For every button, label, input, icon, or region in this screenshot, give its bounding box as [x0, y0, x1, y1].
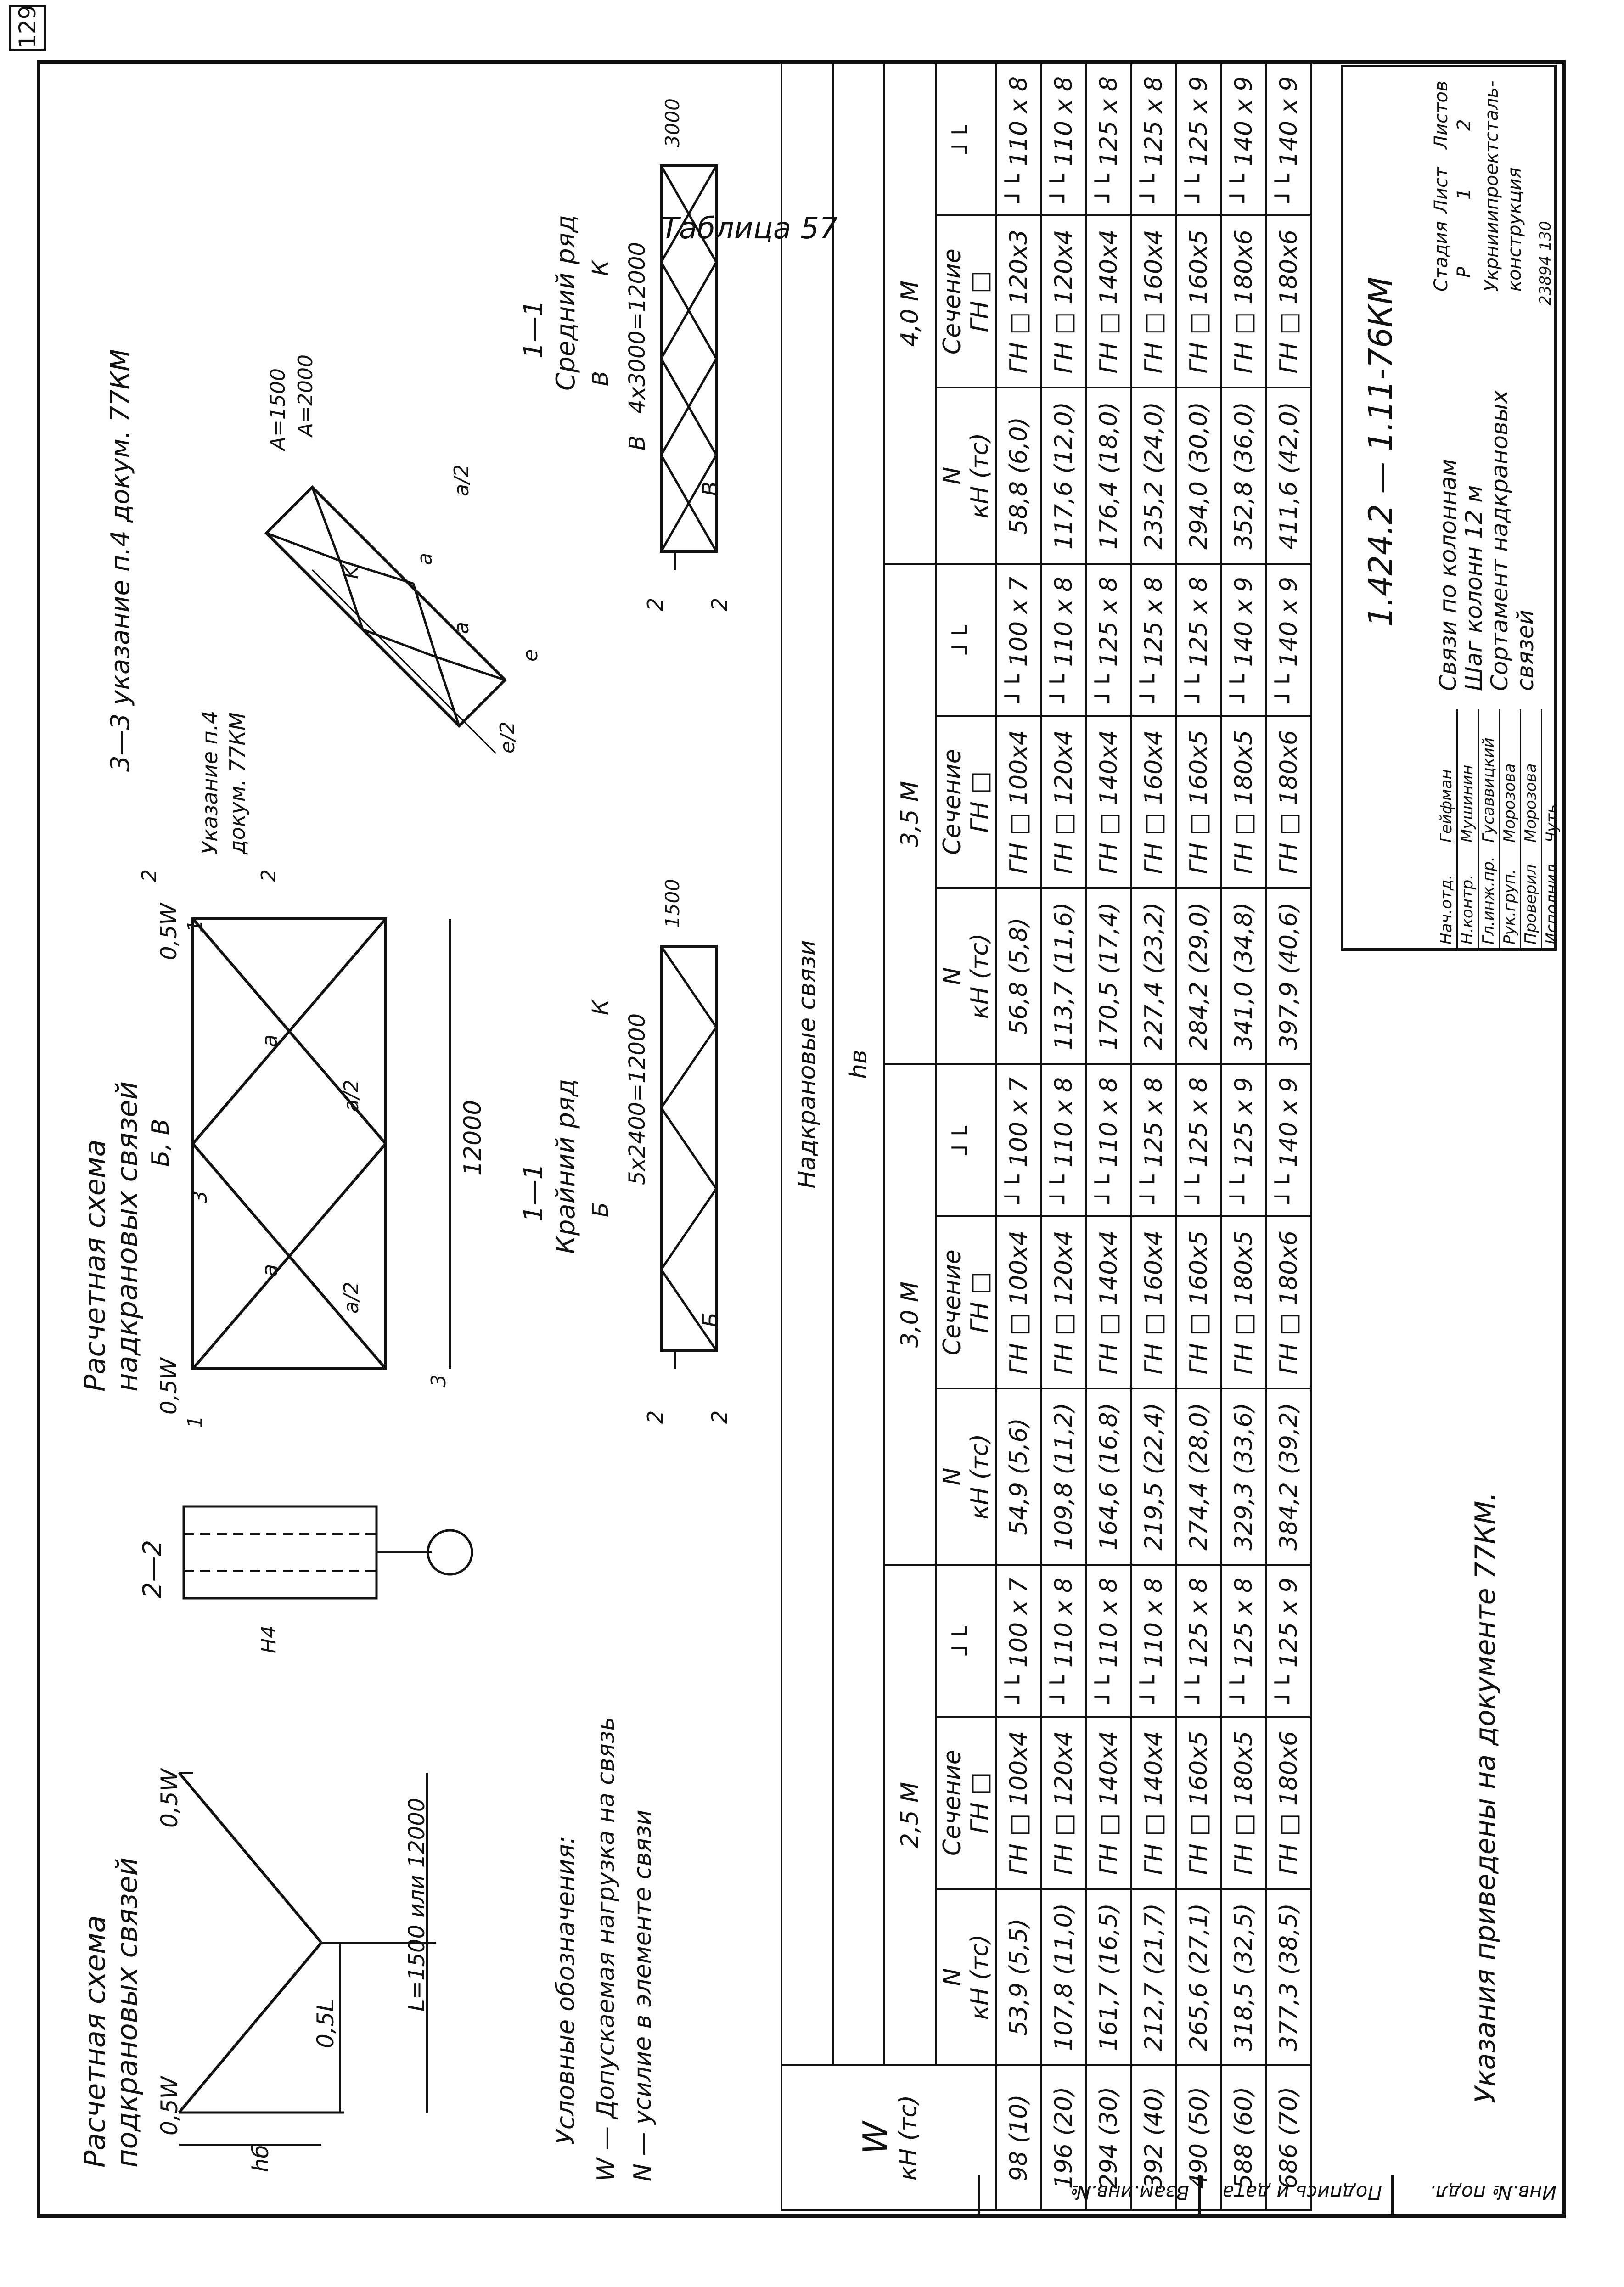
left-label-l: L=1500 или 12000: [404, 1798, 430, 2012]
angle-cell: ┘└ 100 x 7: [996, 564, 1041, 716]
mid-mark-2b: 2: [707, 597, 732, 611]
sheets-header: Листов: [1431, 80, 1452, 149]
n-cell: 117,6 (12,0): [1041, 388, 1086, 564]
edge-dim-side: 1500: [661, 879, 684, 928]
n-header-label: N: [938, 466, 966, 485]
height-header: 3,5 М: [884, 564, 936, 1064]
w-cell: 686 (70): [1266, 2065, 1311, 2210]
angle-header: ┘└: [936, 1064, 996, 1216]
n-header: [936, 888, 996, 1064]
legend-heading: Условные обозначения:: [551, 1836, 580, 2145]
doc-description: [1435, 390, 1538, 691]
gn-cell: ГН □ 160х4: [1131, 1216, 1176, 1388]
section-33-label-a2-half: а/2: [450, 464, 473, 496]
edge-mark-2b: 2: [707, 1410, 732, 1424]
angle-header: ┘└: [936, 1565, 996, 1717]
n-cell: 54,9 (5,6): [996, 1388, 1041, 1565]
table-row: [1176, 63, 1221, 2210]
strip-cell-original: [1391, 2175, 1566, 2218]
staff-role: Рук.груп.: [1500, 869, 1519, 944]
angle-cell: ┘└ 110 х 8: [1041, 1064, 1086, 1216]
edge-letter-k: К: [588, 999, 613, 1015]
angle-cell: ┘└ 140 x 9: [1221, 564, 1266, 716]
n-cell: 235,2 (24,0): [1131, 388, 1176, 564]
n-cell: 227,4 (23,2): [1131, 888, 1176, 1064]
gn-label: ГН □: [966, 1271, 994, 1333]
mid-section-title: 1—1: [519, 300, 549, 359]
doc-code: 1.424.2 — 1.11-76КМ: [1362, 277, 1399, 627]
gn-cell: ГН □ 180х5: [1221, 1216, 1266, 1388]
n-cell: 384,2 (39,2): [1266, 1388, 1311, 1565]
n-header: [936, 388, 996, 564]
angle-cell: ┘└ 125 x 8: [1131, 1064, 1176, 1216]
edge-section-title: 1—1: [519, 1163, 549, 1222]
center-label-w1: 0,5W: [156, 1358, 182, 1415]
n-cell: 397,9 (40,6): [1266, 888, 1311, 1064]
left-diagram-title-2: подкрановых связей: [110, 1857, 144, 2168]
group-title: Надкрановые связи: [781, 63, 833, 2065]
n-cell: 170,5 (17,4): [1086, 888, 1131, 1064]
org-line-1: Укрнииипроектсталь-: [1481, 80, 1502, 292]
center-mark-3a: 3: [188, 1191, 212, 1203]
mid-letter-v: В: [588, 371, 613, 386]
n-cell: 219,5 (22,4): [1131, 1388, 1176, 1565]
n-cell: 284,2 (29,0): [1176, 888, 1221, 1064]
center-label-w2: 0,5W: [156, 903, 182, 960]
n-cell: 212,7 (21,7): [1131, 1889, 1176, 2065]
center-label-12000: 12000: [459, 1100, 487, 1176]
gn-cell: ГН □ 120х4: [1041, 1717, 1086, 1889]
footer-note: Указания приведены на документе 77КМ.: [1469, 1492, 1501, 2103]
center-mark-1a: 1: [184, 1416, 207, 1428]
gn-cell: ГН □ 140х4: [1086, 716, 1131, 888]
n-cell: 274,4 (28,0): [1176, 1388, 1221, 1565]
angle-cell: ┘└ 125 x 8: [1086, 564, 1131, 716]
gn-cell: ГН □ 180х5: [1221, 716, 1266, 888]
center-diagram-title-1: Расчетная схема: [78, 1139, 112, 1392]
gn-cell: ГН □ 100х4: [996, 1216, 1041, 1388]
legend-n: N — усилие в элементе связи: [629, 1809, 657, 2181]
center-mark-3b: 3: [427, 1374, 450, 1387]
edge-letter-b2: Б: [698, 1312, 724, 1327]
gn-cell: ГН □ 180х6: [1221, 215, 1266, 388]
mid-letter-v3: В: [624, 435, 650, 450]
n-header-label: N: [938, 1968, 966, 1986]
gn-cell: ГН □ 140х4: [1086, 1717, 1131, 1889]
n-cell: 265,6 (27,1): [1176, 1889, 1221, 2065]
gn-cell: ГН □ 120х4: [1041, 716, 1086, 888]
sheet-number: 129: [9, 5, 46, 51]
staff-name: Гейфман: [1437, 769, 1455, 843]
section-33-label-e2: е/2: [496, 721, 519, 753]
section-33-label-a: а: [450, 622, 473, 634]
n-cell: 341,0 (34,8): [1221, 888, 1266, 1064]
gn-cell: ГН □ 160х5: [1176, 1216, 1221, 1388]
stage-value: Р: [1454, 266, 1475, 278]
n-cell: 318,5 (32,5): [1221, 1889, 1266, 2065]
legend-w: W — Допускаемая нагрузка на связь: [592, 1716, 620, 2181]
staff-role: Нач.отд.: [1437, 874, 1455, 944]
sheets-value: 2: [1454, 119, 1475, 131]
gn-cell: ГН □ 180х6: [1266, 716, 1311, 888]
angle-cell: ┘└ 125 x 8: [1131, 564, 1176, 716]
center-label-a2: а: [257, 1034, 282, 1047]
gn-header: [936, 215, 996, 388]
n-header: [936, 1889, 996, 2065]
strip-label: Подпись и дата: [1222, 2181, 1382, 2204]
angle-cell: ┘└ 100 x 7: [996, 1565, 1041, 1717]
gn-cell: ГН □ 180х6: [1266, 1216, 1311, 1388]
center-diagram-title-2: надкрановых связей: [110, 1081, 144, 1392]
mid-letter-v2: В: [698, 481, 724, 496]
angle-cell: ┘└ 125 x 9: [1266, 1565, 1311, 1717]
table-row: [1041, 63, 1086, 2210]
edge-section-subtitle: Крайний ряд: [551, 1079, 581, 1254]
staff-name: Морозова: [1522, 763, 1540, 843]
angle-cell: ┘└ 110 x 8: [1041, 564, 1086, 716]
w-cell: 98 (10): [996, 2065, 1041, 2210]
staff-row: [1456, 709, 1479, 948]
n-header-label: N: [938, 1467, 966, 1486]
n-units: кН (тс): [966, 433, 994, 519]
table-57: [781, 62, 1312, 2211]
left-label-w1: 0,5W: [156, 2076, 183, 2135]
n-cell: 329,3 (33,6): [1221, 1388, 1266, 1565]
w-cell: 588 (60): [1221, 2065, 1266, 2210]
angle-cell: ┘└ 140 x 9: [1266, 63, 1311, 215]
section-22-label: Н4: [257, 1625, 281, 1653]
angle-cell: ┘└ 110 x 8: [996, 63, 1041, 215]
gn-cell: ГН □ 180х5: [1221, 1717, 1266, 1889]
gn-cell: ГН □ 160х5: [1176, 215, 1221, 388]
staff-name: Мушинин: [1458, 764, 1477, 843]
w-header: W: [856, 2121, 894, 2154]
table-label: Таблица 57: [661, 212, 838, 246]
center-scheme-svg: [174, 845, 496, 1442]
title-block: [1341, 65, 1561, 951]
n-cell: 377,3 (38,5): [1266, 1889, 1311, 2065]
height-header: 4,0 М: [884, 63, 936, 564]
angle-cell: ┘└ 125 x 9: [1176, 63, 1221, 215]
angle-cell: ┘└ 100 х 7: [996, 1064, 1041, 1216]
n-cell: 56,8 (5,8): [996, 888, 1041, 1064]
gn-header: [936, 1216, 996, 1388]
n-header: [936, 1388, 996, 1565]
section-header: Сечение: [938, 248, 966, 355]
gn-cell: ГН □ 100х4: [996, 1717, 1041, 1889]
section-33-title: 3—3 указание п.4 докум. 77КМ: [106, 349, 135, 772]
mid-truss-svg: [565, 138, 758, 579]
n-cell: 164,6 (16,8): [1086, 1388, 1131, 1565]
angle-cell: ┘└ 125 x 8: [1176, 1565, 1221, 1717]
gn-cell: ГН □ 140х4: [1131, 1717, 1176, 1889]
angle-cell: ┘└ 125 x 8: [1131, 63, 1176, 215]
strip-label: Взам.инв.№: [1070, 2181, 1189, 2204]
height-header: 2,5 М: [884, 1565, 936, 2065]
angle-header: ┘└: [936, 63, 996, 215]
staff-role: Н.контр.: [1458, 874, 1477, 944]
angle-cell: ┘└ 125 x 8: [1176, 564, 1221, 716]
staff-role: Исполнил: [1543, 864, 1561, 944]
sheet-value: 1: [1454, 188, 1475, 200]
gn-label: ГН □: [966, 771, 994, 833]
edge-truss-svg: [565, 928, 758, 1387]
sheet-header: Лист: [1431, 167, 1452, 214]
gn-cell: ГН □ 120х4: [1041, 215, 1086, 388]
table-row: [996, 63, 1041, 2210]
gn-cell: ГН □ 160х5: [1176, 1717, 1221, 1889]
table-row: [1086, 63, 1131, 2210]
angle-cell: ┘└ 140 x 9: [1221, 63, 1266, 215]
gn-label: ГН □: [966, 270, 994, 332]
w-cell: 392 (40): [1131, 2065, 1176, 2210]
angle-cell: ┘└ 140 x 9: [1266, 564, 1311, 716]
w-cell: 294 (30): [1086, 2065, 1131, 2210]
angle-cell: ┘└ 110 x 8: [1086, 1565, 1131, 1717]
edge-letter-b: Б: [588, 1202, 613, 1217]
hb-label: hв: [833, 63, 884, 2065]
section-33-label-a2: А=2000: [294, 354, 317, 437]
section-header: Сечение: [938, 1750, 966, 1856]
section-header: Сечение: [938, 1249, 966, 1356]
gn-header: [936, 716, 996, 888]
description-line-1: Связи по колоннам: [1435, 459, 1461, 691]
n-cell: 352,8 (36,0): [1221, 388, 1266, 564]
stage-header: Стадия: [1431, 221, 1452, 292]
center-note-1: Указание п.4: [197, 710, 222, 854]
mid-mark-2a: 2: [643, 597, 668, 611]
left-label-w2: 0,5W: [156, 1769, 183, 1828]
n-cell: 113,7 (11,6): [1041, 888, 1086, 1064]
gn-cell: ГН □ 140х4: [1086, 1216, 1131, 1388]
n-header-label: N: [938, 967, 966, 985]
n-cell: 161,7 (16,5): [1086, 1889, 1131, 2065]
gn-cell: ГН □ 160х4: [1131, 716, 1176, 888]
angle-cell: ┘└ 125 x 8: [1086, 63, 1131, 215]
gn-cell: ГН □ 100х4: [996, 716, 1041, 888]
section-22-title: 2—2: [138, 1540, 168, 1598]
strip-label: Инв.№ подл.: [1429, 2181, 1557, 2204]
gn-header: [936, 1717, 996, 1889]
staff-role: Гл.инж.пр.: [1479, 856, 1498, 944]
gn-cell: ГН □ 120х4: [1041, 1216, 1086, 1388]
staff-row: [1541, 709, 1563, 948]
gn-cell: ГН □ 160х4: [1131, 215, 1176, 388]
angle-cell: ┘└ 125 x 9: [1221, 1064, 1266, 1216]
staff-row: [1520, 709, 1542, 948]
n-cell: 53,9 (5,5): [996, 1889, 1041, 2065]
left-label-hb: hб: [248, 2144, 274, 2172]
w-header-cell: [781, 2065, 996, 2210]
staff-name: Гусаввицкий: [1479, 737, 1498, 843]
angle-cell: ┘└ 140 x 9: [1266, 1064, 1311, 1216]
height-header: 3,0 М: [884, 1064, 936, 1565]
mid-section-dims: 4х3000=12000: [624, 242, 650, 414]
n-units: кН (тс): [966, 1934, 994, 2020]
edge-section-dims: 5х2400=12000: [624, 1013, 650, 1185]
center-label-a2-1: а/2: [340, 1281, 363, 1314]
gn-cell: ГН □ 180х6: [1266, 1717, 1311, 1889]
n-cell: 58,8 (6,0): [996, 388, 1041, 564]
center-label-bv: Б, В: [147, 1118, 174, 1167]
edge-mark-2a: 2: [643, 1410, 668, 1424]
angle-cell: ┘└ 110 x 8: [1086, 1064, 1131, 1216]
w-cell: 490 (50): [1176, 2065, 1221, 2210]
staff-row: [1499, 709, 1521, 948]
center-label-a2-2: а/2: [340, 1079, 363, 1112]
angle-header: ┘└: [936, 564, 996, 716]
table-row: [1131, 63, 1176, 2210]
left-label-05l: 0,5L: [312, 1999, 339, 2048]
n-cell: 294,0 (30,0): [1176, 388, 1221, 564]
staff-row: [1435, 709, 1458, 948]
section-33-label-e: е: [519, 649, 542, 662]
section-33-label-a1: А=1500: [266, 368, 290, 450]
description-line-4: связей: [1512, 610, 1539, 691]
org-line-2: конструкция: [1504, 167, 1525, 292]
n-cell: 411,6 (42,0): [1266, 388, 1311, 564]
center-note-2: докум. 77КМ: [225, 712, 250, 854]
archive-number: 23894 130: [1536, 221, 1555, 305]
center-mark-1b: 1: [184, 920, 207, 933]
table-row: [1266, 63, 1311, 2210]
gn-cell: ГН □ 120х3: [996, 215, 1041, 388]
mid-section-subtitle: Средний ряд: [551, 215, 581, 391]
n-cell: 176,4 (18,0): [1086, 388, 1131, 564]
description-line-2: Шаг колонн 12 м: [1461, 485, 1487, 691]
angle-cell: ┘└ 125 x 8: [1221, 1565, 1266, 1717]
n-cell: 109,8 (11,2): [1041, 1388, 1086, 1565]
center-mark-2a: 2: [138, 869, 161, 882]
n-units: кН (тс): [966, 933, 994, 1019]
staff-role: Проверил: [1522, 864, 1540, 944]
staff-row: [1478, 709, 1500, 948]
mid-dim-side: 3000: [661, 98, 684, 147]
angle-cell: ┘└ 110 x 8: [1041, 63, 1086, 215]
angle-cell: ┘└ 110 x 8: [1131, 1565, 1176, 1717]
description-line-3: Сортамент надкрановых: [1486, 390, 1513, 691]
section-header: Сечение: [938, 749, 966, 855]
angle-cell: ┘└ 110 x 8: [1041, 1565, 1086, 1717]
section-33-label-a-b: а: [413, 553, 437, 565]
center-label-a1: а: [257, 1264, 282, 1277]
n-cell: 107,8 (11,0): [1041, 1889, 1086, 2065]
gn-cell: ГН □ 180х6: [1266, 215, 1311, 388]
section-22-svg: [174, 1442, 496, 1626]
mid-letter-k: К: [588, 260, 613, 276]
staff-name: Морозова: [1500, 763, 1519, 843]
gn-cell: ГН □ 140х4: [1086, 215, 1131, 388]
gn-cell: ГН □ 160х5: [1176, 716, 1221, 888]
gn-label: ГН □: [966, 1772, 994, 1834]
section-33-label-k: K: [340, 566, 363, 579]
w-cell: 196 (20): [1041, 2065, 1086, 2210]
left-diagram-title-1: Расчетная схема: [78, 1915, 112, 2168]
table-row: [1221, 63, 1266, 2210]
n-units: кН (тс): [966, 1433, 994, 1520]
center-mark-2b: 2: [257, 869, 281, 882]
w-units: кН (тс): [894, 2095, 922, 2181]
staff-name: Чуть: [1543, 804, 1561, 843]
angle-cell: ┘└ 125 x 8: [1176, 1064, 1221, 1216]
